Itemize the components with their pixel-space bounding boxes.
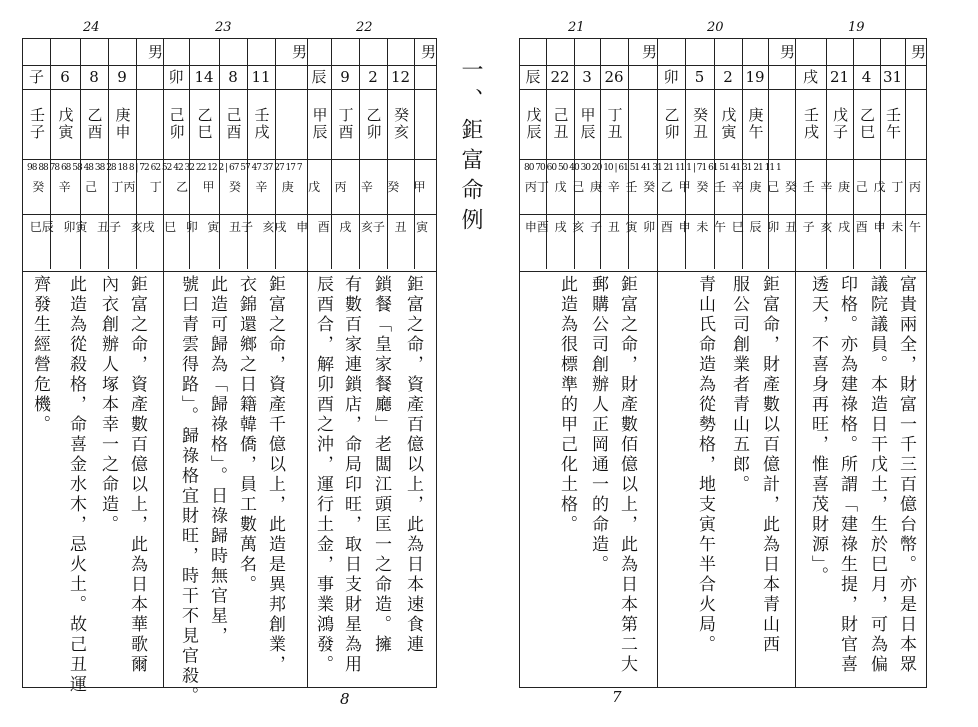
pillar-cell: 己卯 [167,107,186,141]
luck-branch: 亥子 [360,220,385,234]
luck-stem: 壬 [625,180,638,194]
luck-branch: 亥戌 [130,220,155,234]
luck-stem: 丙丁 [524,180,549,194]
year-cell: 2 [368,67,378,86]
text-column: 齊發生經營危機。 [30,275,50,435]
luck-branch: 戌 [554,220,567,234]
luck-stem: 丁丙 [111,180,136,194]
luck-branch: 酉 [855,220,868,234]
luck-branch: 卯 [185,220,198,234]
pillar-cell: 癸亥 [392,107,410,141]
luck-branch: 酉 [660,220,673,234]
luck-stem: 乙 [660,180,673,194]
luck-stem: 癸 [696,180,709,194]
luck-stem: 庚 [749,180,762,194]
gender-19: 男 [910,42,926,61]
luck-branch: 午 [908,220,921,234]
luck-branch: 寅 [416,220,429,234]
pillar-cell: 壬午 [884,107,902,141]
year-cell: 辰 [311,67,327,86]
year-cell: 卯 [168,67,184,86]
luck-branch: 丑 [784,220,797,234]
text-column: 有數百家連鎖店，命局印旺，取日支財星為用 [341,275,361,675]
luck-stem: 癸 [32,180,45,194]
text-column: 此造為很標準的甲己化土格。 [557,275,577,535]
text-column: 內衣創辦人塚本幸一之命造。 [98,275,118,535]
luck-row-branches [25,219,433,235]
year-cell: 11 [251,67,271,86]
luck-branch: 子 [802,220,815,234]
luck-stem: 甲 [678,180,691,194]
luck-stem: 己 [767,180,780,194]
luck-stem: 壬 [714,180,727,194]
pillar-cell: 壬戌 [802,107,820,141]
luck-branch: 丑子 [96,220,121,234]
pillar-cell: 戊子 [831,107,849,141]
pillar-cell: 丁丑 [605,107,624,141]
luck-stem: 丙 [908,180,921,194]
year-cell: 9 [117,67,127,86]
pillar-cell: 戊辰 [524,107,543,141]
case-number: 21 [568,20,585,35]
luck-stem: 辛 [607,180,620,194]
pillar-cell: 乙巳 [858,107,876,141]
year-cell: 9 [340,67,350,86]
year-cell: 22 [550,67,570,86]
luck-ages: 80 70 60 50 40 30 20 10 | 61 51 41 31 21 11 1 | 71 61 51 41 31 21 11 1 [524,162,781,173]
year-cell: 卯 [663,67,679,86]
text-column: 議院議員。本造日干戊土，生於巳月，可為偏 [867,275,887,675]
luck-branch: 戌 [339,220,352,234]
text-column: 鉅富命，財產數以百億計，此為日本青山西 [759,275,779,655]
luck-stem: 丙 [334,180,347,194]
year-cell: 8 [228,67,238,86]
luck-stem: 戊 [308,180,321,194]
pillar-cell: 乙酉 [85,107,104,141]
document-title: 一、鉅富命例 [458,58,483,238]
luck-branch: 卯 [767,220,780,234]
luck-branch: 戌 [838,220,851,234]
text-column: 鉅富之命，財產數佰億以上，此為日本第二大 [617,275,637,675]
gender-20: 男 [779,42,795,61]
year-cell: 8 [89,67,99,86]
case-number: 23 [215,20,232,35]
luck-branch: 未 [696,220,709,234]
luck-stem: 己 [572,180,585,194]
luck-stem: 辛 [820,180,833,194]
luck-stem: 癸 [784,180,797,194]
year-cell: 21 [829,67,850,86]
luck-stem: 癸 [643,180,656,194]
left-page-table [22,38,437,707]
year-cell: 5 [694,67,705,86]
text-column: 此造可歸為「歸祿格」。日祿歸時無官星， [207,275,227,647]
text-column: 郵購公司創辦人正岡通一的命造。 [588,275,608,575]
gender-22: 男 [420,42,436,61]
luck-stem: 己 [84,180,97,194]
gender-24: 男 [147,42,163,61]
luck-stem: 戊 [873,180,886,194]
pillar-cell: 己酉 [224,107,243,141]
luck-branch: 丑子 [228,220,253,234]
luck-branch: 子 [590,220,603,234]
year-cell: 19 [745,67,765,86]
luck-branch: 巳 [731,220,744,234]
luck-stem: 丁 [891,180,904,194]
luck-branch: 申 [678,220,691,234]
text-column: 透天，不喜身再旺，惟喜茂財源」。 [808,275,828,587]
luck-stem: 壬 [802,180,815,194]
pillar-cell: 壬戌 [252,107,271,141]
year-cell: 12 [390,67,411,86]
luck-branch: 寅 [207,220,220,234]
luck-stem: 庚 [590,180,603,194]
luck-branch: 亥 [572,220,585,234]
pillar-cell: 癸丑 [691,107,709,141]
year-cell: 戌 [802,67,818,86]
year-cell: 子 [28,67,44,86]
year-cell: 2 [723,67,733,86]
luck-stem: 癸 [387,180,400,194]
case-number: 22 [356,20,373,35]
luck-stem: 辛 [360,180,373,194]
luck-stem: 庚 [838,180,851,194]
luck-branch: 申酉 [524,220,549,234]
case-number: 20 [707,20,724,35]
page-number-left: 8 [340,690,350,708]
luck-stem: 甲 [202,180,215,194]
text-column: 號曰青雲得路」。歸祿格宜財旺，時干不見官殺。 [178,275,198,707]
luck-stem: 丁 [149,180,162,194]
pillar-cell: 乙卯 [364,107,383,141]
luck-stem: 癸 [228,180,241,194]
text-column: 鎖餐「皇家餐廳」老闆江頭匡一之命造。擁 [371,275,391,655]
text-column: 此造為從殺格，命喜金水木，忌火土。故己丑運 [66,275,86,695]
pillar-cell: 庚午 [746,107,765,141]
pillar-cell: 乙巳 [195,107,214,141]
luck-branch: 亥戌 [262,220,287,234]
luck-row-stems [522,179,924,195]
gender-23: 男 [291,42,307,61]
luck-row-stems [25,179,433,195]
right-page-table [519,38,927,688]
pillar-cell: 己丑 [551,107,570,141]
text-column: 衣錦還鄉之日籍韓僑，員工數萬名。 [236,275,256,595]
luck-branch: 丑 [607,220,620,234]
luck-stem: 辛 [58,180,71,194]
pillar-cell: 戊寅 [719,107,738,141]
luck-branch: 亥 [820,220,833,234]
luck-branch: 丑 [394,220,407,234]
year-cell: 3 [582,67,592,86]
year-cell: 26 [604,67,624,86]
text-column: 鉅富之命，資產千億以上，此造是異邦創業， [265,275,285,675]
pillar-cell: 丁酉 [336,107,355,141]
luck-branch: 寅 [625,220,638,234]
year-cell: 6 [60,67,70,86]
page-number-right: 7 [612,688,622,706]
luck-stem: 戊 [554,180,567,194]
luck-stem: 己 [855,180,868,194]
luck-branch: 巳 [164,220,177,234]
text-column: 鉅富之命，資產百億以上，此為日本速食連 [403,275,423,655]
luck-row-branches [522,219,924,235]
gender-21: 男 [641,42,657,61]
pillar-cell: 乙卯 [662,107,681,141]
pillar-cell: 戊寅 [56,107,75,141]
luck-stem: 庚 [281,180,294,194]
pillar-cell: 甲辰 [578,107,597,141]
year-cell: 4 [861,67,872,86]
luck-branch: 辰 [749,220,762,234]
luck-ages: 98 88 78 68 58 48 38 28 18 8 | 72 62 52 42 32 22 12 2 | 67 57 47 37 27 17 7 [27,162,302,173]
year-cell: 辰 [525,67,541,86]
text-column: 辰酉合，解卯酉之沖，運行土金，事業鴻發。 [313,275,333,675]
luck-branch: 申 [296,220,309,234]
text-column: 富貴兩全，財富一千三百億台幣。亦是日本眾 [896,275,916,675]
case-number: 24 [83,20,100,35]
luck-branch: 卯寅 [63,220,88,234]
luck-stem: 甲 [413,180,426,194]
text-column: 鉅富之命，資產數百億以上，此為日本華歌爾 [127,275,147,675]
pillar-cell: 壬子 [28,107,46,141]
luck-stem: 辛 [255,180,268,194]
luck-branch: 未 [891,220,904,234]
pillar-cell: 甲辰 [310,107,329,141]
luck-stem: 辛 [731,180,744,194]
pillar-cell: 庚申 [113,107,132,141]
luck-branch: 巳辰 [29,220,54,234]
year-cell: 31 [882,67,903,86]
text-column: 青山氏命造為從勢格，地支寅午半合火局。 [695,275,715,655]
luck-stem: 乙 [176,180,189,194]
luck-branch: 申 [873,220,886,234]
year-cell: 14 [194,67,214,86]
luck-branch: 卯 [643,220,656,234]
case-number: 19 [848,20,865,35]
text-column: 服公司創業者青山五郎。 [729,275,749,495]
luck-branch: 酉 [317,220,330,234]
text-column: 印格。亦為建祿格。所謂「建祿生提，財官喜 [837,275,857,675]
luck-branch: 午 [714,220,727,234]
